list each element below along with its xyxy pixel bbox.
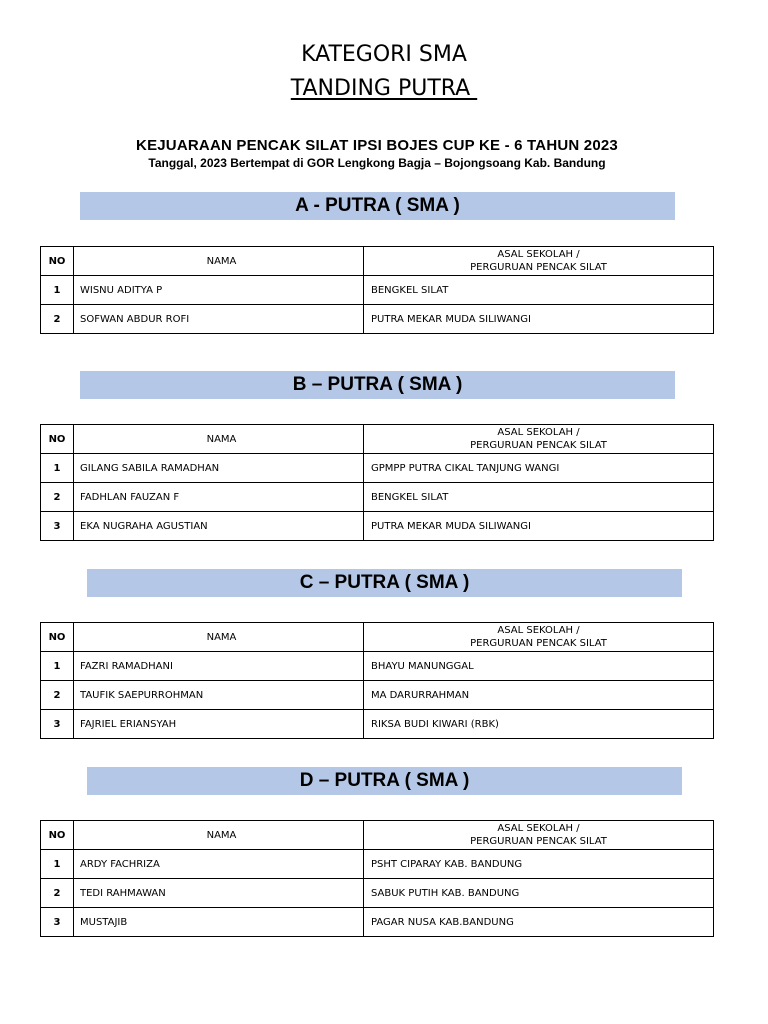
row-no: 1 (41, 652, 74, 681)
col-asal-line2: PERGURUAN PENCAK SILAT (470, 440, 607, 451)
row-asal: PSHT CIPARAY KAB. BANDUNG (364, 850, 714, 879)
table-row (41, 483, 714, 512)
table-row (41, 454, 714, 483)
table-header-row (41, 425, 714, 454)
col-nama-header: NAMA (74, 821, 364, 850)
row-no: 1 (41, 276, 74, 305)
row-no: 2 (41, 483, 74, 512)
col-no-header: NO (41, 821, 74, 850)
row-asal: MA DARURRAHMAN (364, 681, 714, 710)
group-c-table (40, 622, 714, 739)
row-no: 3 (41, 908, 74, 937)
table-row (41, 908, 714, 937)
col-asal-line1: ASAL SEKOLAH / (497, 427, 580, 438)
row-no: 2 (41, 681, 74, 710)
table-row (41, 879, 714, 908)
row-no: 2 (41, 879, 74, 908)
col-nama-header: NAMA (74, 247, 364, 276)
table-row (41, 710, 714, 739)
col-asal-header (364, 247, 714, 276)
row-nama: FAJRIEL ERIANSYAH (74, 710, 364, 739)
row-asal: BENGKEL SILAT (364, 276, 714, 305)
col-asal-line1: ASAL SEKOLAH / (497, 625, 580, 636)
group-d-banner: D – PUTRA ( SMA ) (87, 767, 682, 795)
row-nama: WISNU ADITYA P (74, 276, 364, 305)
row-nama: FADHLAN FAUZAN F (74, 483, 364, 512)
table-row (41, 681, 714, 710)
row-asal: RIKSA BUDI KIWARI (RBK) (364, 710, 714, 739)
row-nama: EKA NUGRAHA AGUSTIAN (74, 512, 364, 541)
col-asal-line1: ASAL SEKOLAH / (497, 249, 580, 260)
row-asal: PUTRA MEKAR MUDA SILIWANGI (364, 512, 714, 541)
row-no: 1 (41, 454, 74, 483)
table-header-row (41, 623, 714, 652)
division-title-text: TANDING PUTRA (290, 76, 478, 101)
row-nama: ARDY FACHRIZA (74, 850, 364, 879)
col-asal-line1: ASAL SEKOLAH / (497, 823, 580, 834)
row-no: 3 (41, 512, 74, 541)
row-asal: SABUK PUTIH KAB. BANDUNG (364, 879, 714, 908)
row-nama: MUSTAJIB (74, 908, 364, 937)
col-no-header: NO (41, 425, 74, 454)
row-asal: PAGAR NUSA KAB.BANDUNG (364, 908, 714, 937)
col-asal-header (364, 821, 714, 850)
col-no-header: NO (41, 247, 74, 276)
table-header-row (41, 247, 714, 276)
col-asal-line2: PERGURUAN PENCAK SILAT (470, 262, 607, 273)
col-nama-header: NAMA (74, 623, 364, 652)
group-a-banner: A - PUTRA ( SMA ) (80, 192, 675, 220)
col-asal-header (364, 425, 714, 454)
group-b-table (40, 424, 714, 541)
table-row (41, 850, 714, 879)
row-no: 1 (41, 850, 74, 879)
row-asal: GPMPP PUTRA CIKAL TANJUNG WANGI (364, 454, 714, 483)
row-nama: TEDI RAHMAWAN (74, 879, 364, 908)
col-nama-header: NAMA (74, 425, 364, 454)
table-row (41, 276, 714, 305)
row-asal: PUTRA MEKAR MUDA SILIWANGI (364, 305, 714, 334)
row-nama: TAUFIK SAEPURROHMAN (74, 681, 364, 710)
category-title: KATEGORI SMA (301, 42, 467, 67)
table-header-row (41, 821, 714, 850)
row-asal: BENGKEL SILAT (364, 483, 714, 512)
col-asal-header (364, 623, 714, 652)
col-asal-line2: PERGURUAN PENCAK SILAT (470, 836, 607, 847)
group-b-banner: B – PUTRA ( SMA ) (80, 371, 675, 399)
group-c-banner: C – PUTRA ( SMA ) (87, 569, 682, 597)
row-nama: GILANG SABILA RAMADHAN (74, 454, 364, 483)
col-no-header: NO (41, 623, 74, 652)
row-nama: SOFWAN ABDUR ROFI (74, 305, 364, 334)
row-asal: BHAYU MANUNGGAL (364, 652, 714, 681)
col-asal-line2: PERGURUAN PENCAK SILAT (470, 638, 607, 649)
row-no: 2 (41, 305, 74, 334)
event-venue: Tanggal, 2023 Bertempat di GOR Lengkong Bagja – Bojongsoang Kab. Bandung (148, 156, 606, 170)
row-nama: FAZRI RAMADHANI (74, 652, 364, 681)
row-no: 3 (41, 710, 74, 739)
table-row (41, 652, 714, 681)
division-title (0, 76, 768, 102)
table-row (41, 305, 714, 334)
group-a-table (40, 246, 714, 334)
group-d-table (40, 820, 714, 937)
table-row (41, 512, 714, 541)
event-title: KEJUARAAN PENCAK SILAT IPSI BOJES CUP KE - 6 TAHUN 2023 (136, 137, 618, 154)
